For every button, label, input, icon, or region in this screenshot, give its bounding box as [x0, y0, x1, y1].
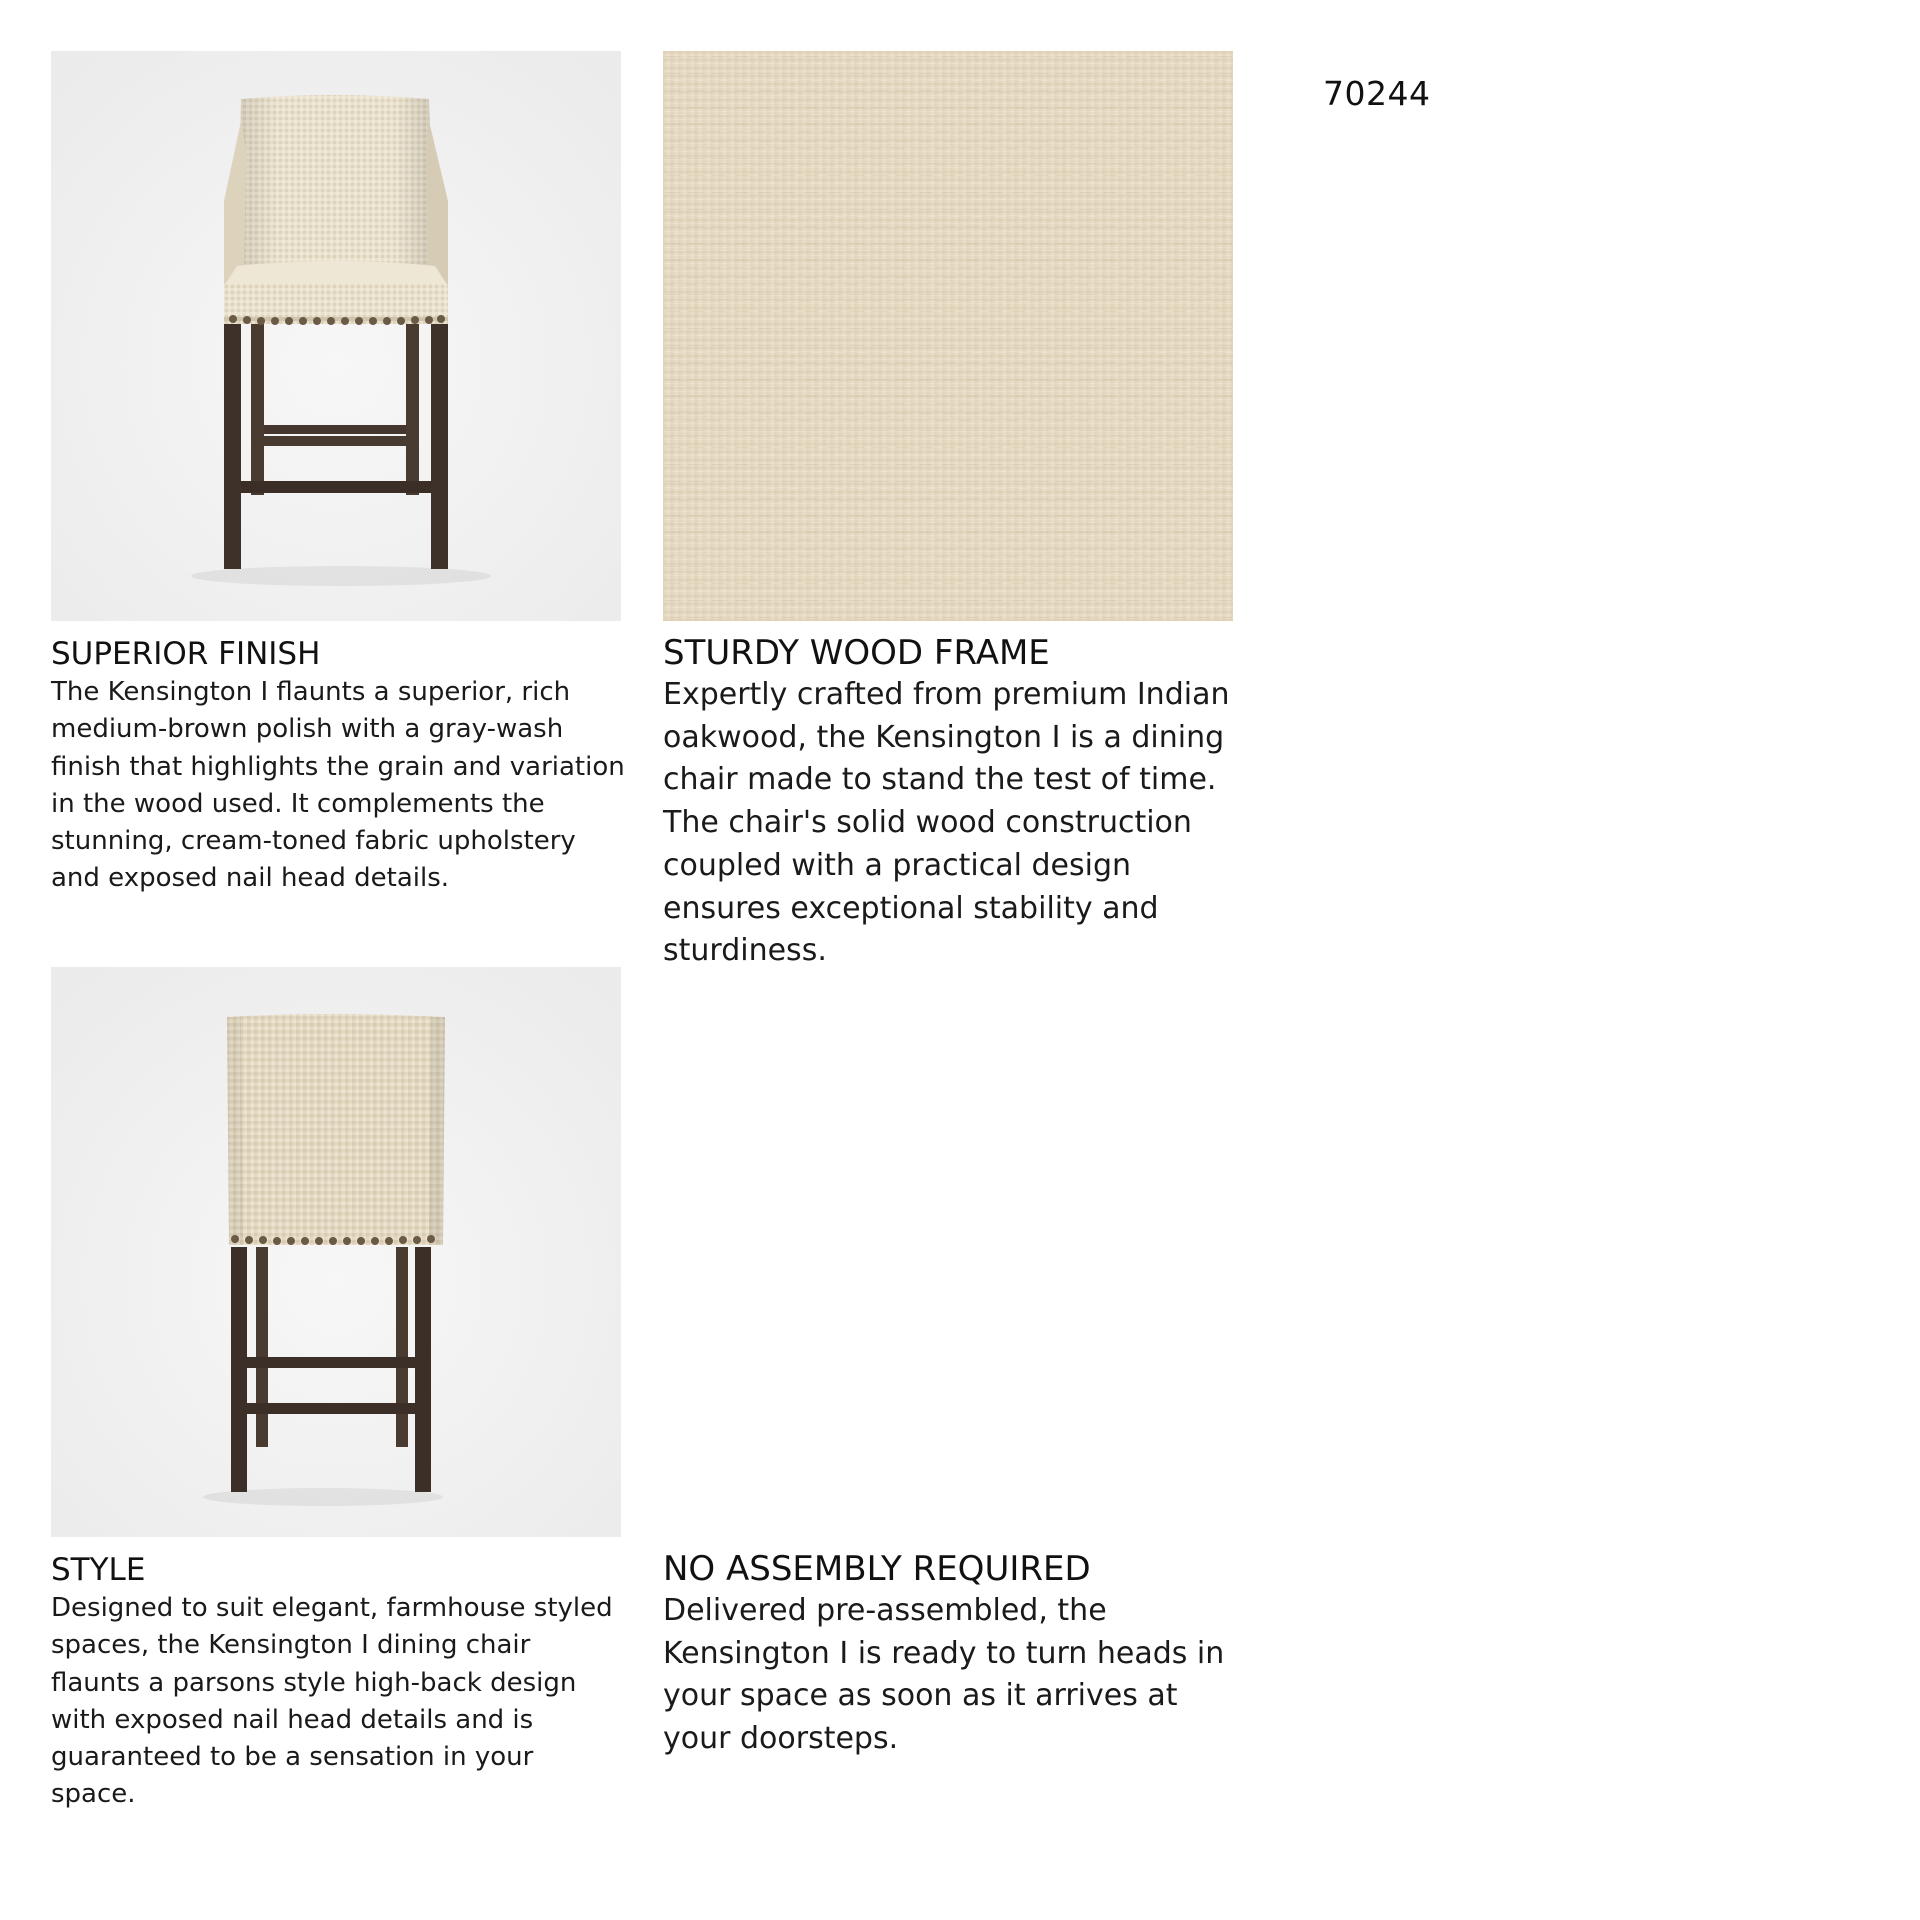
product-sku: 70244: [1323, 74, 1431, 113]
feature-body: The Kensington I flaunts a superior, rich medium-brown polish with a gray-wash finish that highlights the grain and variation in the wood used. It complements the stunning, cream-toned fabric upholstery and exposed nail head details.: [51, 677, 625, 894]
feature-style: [51, 1550, 626, 1814]
chair-back-photo: [51, 967, 621, 1537]
feature-body: Designed to suit elegant, farmhouse styled spaces, the Kensington I dining chair flaunts a parsons style high-back design with exposed nail head details and is guaranteed to be a sensation in your space.: [51, 1593, 613, 1810]
feature-sturdy-wood-frame: [663, 632, 1238, 973]
feature-body: Delivered pre-assembled, the Kensington I is ready to turn heads in your space as soon as it arrives at your doorsteps.: [663, 1593, 1225, 1757]
chair-front-photo: [51, 51, 621, 621]
feature-title: STURDY WOOD FRAME: [663, 633, 1050, 673]
feature-superior-finish: [51, 634, 626, 898]
feature-body: Expertly crafted from premium Indian oakwood, the Kensington I is a dining chair made to stand the test of time. The chair's solid wood construction coupled with a practical design ensures exceptional stability and sturdiness.: [663, 677, 1230, 969]
fabric-swatch-photo: [663, 51, 1233, 621]
feature-no-assembly: [663, 1548, 1238, 1761]
feature-title: NO ASSEMBLY REQUIRED: [663, 1549, 1091, 1589]
feature-title: SUPERIOR FINISH: [51, 636, 321, 672]
feature-title: STYLE: [51, 1552, 146, 1588]
